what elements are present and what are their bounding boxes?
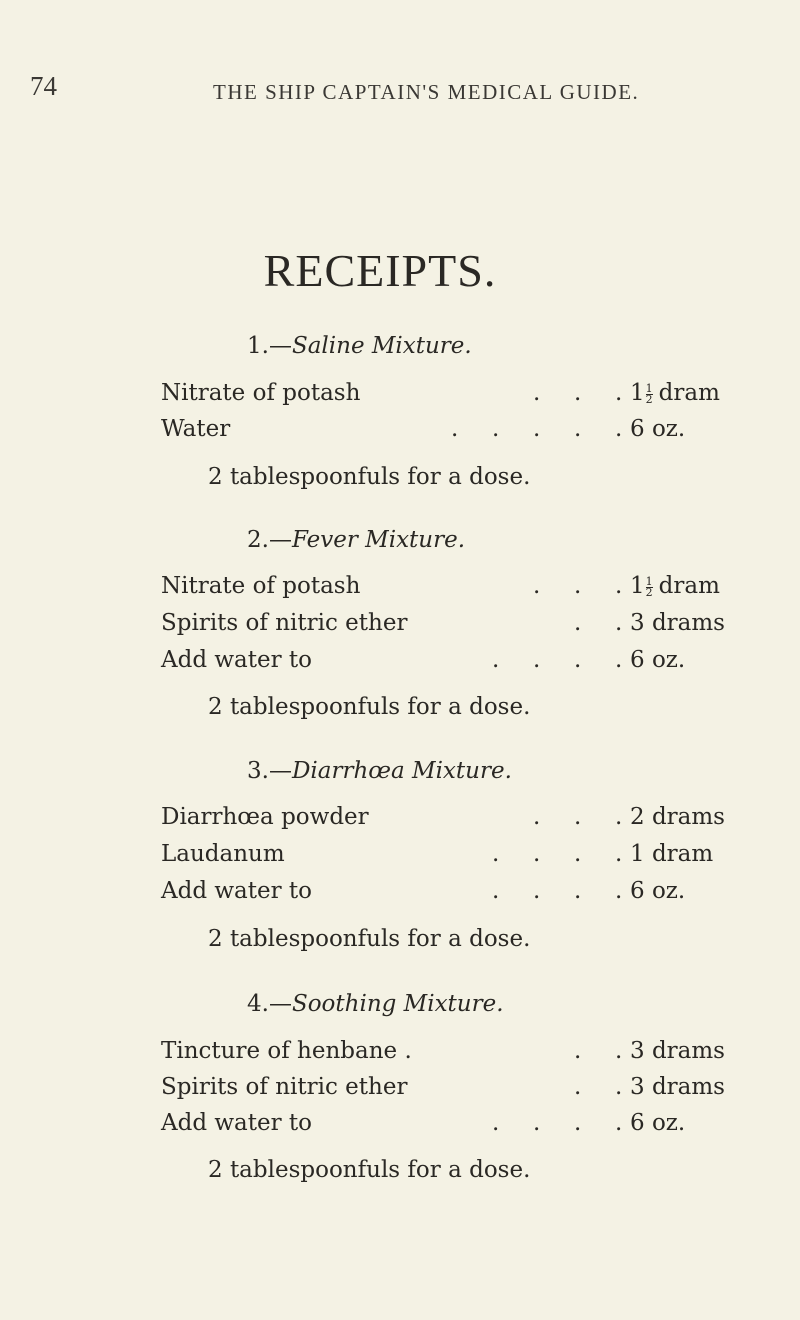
leader-dot: .: [533, 647, 541, 673]
leader-dot: .: [574, 573, 582, 599]
ingredient-name: Tincture of henbane .: [161, 1038, 412, 1064]
ingredient-row: [161, 878, 721, 912]
recipe-heading: [247, 758, 512, 784]
dose-instruction: 2 tablespoonfuls for a dose.: [208, 1157, 531, 1183]
leader-dot: .: [615, 573, 623, 599]
leader-dot: .: [492, 1110, 500, 1136]
ingredient-row: [161, 610, 725, 644]
ingredient-name: Water: [161, 416, 231, 442]
leader-dot: .: [615, 841, 623, 867]
ingredient-name: Add water to: [161, 647, 313, 673]
leader-dot: .: [533, 416, 541, 442]
ingredient-row: [161, 1110, 721, 1144]
leader-dot: .: [574, 610, 582, 636]
running-head: THE SHIP CAPTAIN'S MEDICAL GUIDE.: [213, 80, 640, 104]
ingredient-name: Add water to: [161, 878, 313, 904]
dose-instruction: 2 tablespoonfuls for a dose.: [208, 464, 531, 490]
ingredient-name: Add water to: [161, 1110, 313, 1136]
dose-instruction: 2 tablespoonfuls for a dose.: [208, 694, 531, 720]
leader-dot: .: [615, 878, 623, 904]
ingredient-quantity: 6 oz.: [630, 647, 686, 673]
dose-instruction: 2 tablespoonfuls for a dose.: [208, 926, 531, 952]
fraction-numerator: 1: [645, 381, 653, 395]
ingredient-row: [161, 380, 721, 414]
leader-dot: .: [574, 380, 582, 406]
ingredient-row: [161, 573, 721, 607]
leader-dot: .: [615, 1038, 623, 1064]
ingredient-quantity: 6 oz.: [630, 416, 686, 442]
ingredient-row: [161, 804, 725, 838]
fraction-denominator: 2: [645, 585, 653, 599]
page-number: 74: [30, 71, 57, 101]
leader-dot: .: [533, 573, 541, 599]
recipe-number: 4.—: [247, 991, 292, 1017]
ingredient-quantity: 1 dram: [630, 841, 714, 867]
ingredient-row: [161, 841, 721, 875]
recipe-heading: [247, 991, 504, 1017]
leader-dot: .: [574, 1074, 582, 1100]
leader-dot: .: [533, 1110, 541, 1136]
quantity-fraction: [645, 381, 653, 406]
ingredient-quantity: 3 drams: [630, 1038, 725, 1064]
leader-dot: .: [533, 804, 541, 830]
ingredient-name: Laudanum: [161, 841, 285, 867]
leader-dot: .: [492, 841, 500, 867]
quantity-unit: dram: [658, 573, 720, 599]
recipe-name: Soothing Mixture.: [291, 991, 504, 1017]
ingredient-row: [161, 1074, 725, 1108]
leader-dot: .: [574, 647, 582, 673]
leader-dot: .: [615, 380, 623, 406]
ingredient-quantity: 2 drams: [630, 804, 725, 830]
ingredient-quantity: 3 drams: [630, 610, 725, 636]
ingredient-row: [161, 647, 721, 681]
ingredient-quantity: 3 drams: [630, 1074, 725, 1100]
leader-dot: .: [533, 878, 541, 904]
recipe-heading: [247, 333, 472, 359]
leader-dot: .: [533, 380, 541, 406]
quantity-whole: 1: [630, 573, 645, 599]
recipe-number: 1.—: [247, 333, 292, 359]
leader-dot: .: [492, 416, 500, 442]
leader-dot: .: [533, 841, 541, 867]
leader-dot: .: [574, 878, 582, 904]
leader-dot: .: [615, 1110, 623, 1136]
ingredient-name: Diarrhœa powder: [161, 804, 369, 830]
leader-dot: .: [615, 1074, 623, 1100]
ingredient-quantity: [630, 380, 720, 406]
leader-dot: .: [615, 804, 623, 830]
leader-dot: .: [492, 647, 500, 673]
ingredient-name: Nitrate of potash: [161, 573, 361, 599]
ingredient-row: [161, 1038, 725, 1072]
quantity-fraction: [645, 574, 653, 599]
fraction-numerator: 1: [645, 574, 653, 588]
recipe-name: Saline Mixture.: [291, 333, 472, 359]
leader-dot: .: [574, 1110, 582, 1136]
ingredient-quantity: [630, 573, 720, 599]
ingredient-quantity: 6 oz.: [630, 1110, 686, 1136]
ingredient-name: Spirits of nitric ether: [161, 1074, 408, 1100]
ingredient-quantity: 6 oz.: [630, 878, 686, 904]
recipe-number: 2.—: [247, 527, 292, 553]
leader-dot: .: [574, 1038, 582, 1064]
recipe-name: Diarrhœa Mixture.: [291, 758, 512, 784]
leader-dot: .: [615, 416, 623, 442]
page-title: RECEIPTS.: [263, 245, 497, 296]
leader-dot: .: [615, 647, 623, 673]
leader-dot: .: [615, 610, 623, 636]
quantity-whole: 1: [630, 380, 645, 406]
leader-dot: .: [492, 878, 500, 904]
recipe-heading: [247, 527, 465, 553]
ingredient-name: Nitrate of potash: [161, 380, 361, 406]
recipe-number: 3.—: [247, 758, 292, 784]
leader-dot: .: [574, 416, 582, 442]
quantity-unit: dram: [658, 380, 720, 406]
leader-dot: .: [451, 416, 459, 442]
recipe-name: Fever Mixture.: [291, 527, 466, 553]
ingredient-row: [161, 416, 721, 450]
ingredient-name: Spirits of nitric ether: [161, 610, 408, 636]
leader-dot: .: [574, 804, 582, 830]
fraction-denominator: 2: [645, 392, 653, 406]
leader-dot: .: [574, 841, 582, 867]
